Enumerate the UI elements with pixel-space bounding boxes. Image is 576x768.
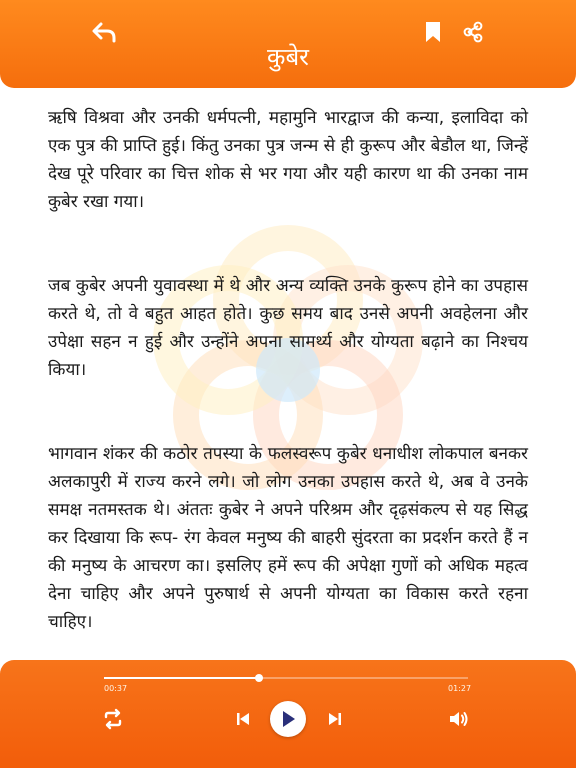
progress-fill bbox=[104, 677, 259, 679]
progress-slider[interactable] bbox=[104, 677, 468, 679]
story-paragraph-3: भागवान शंकर की कठोर तपस्या के फलस्वरूप कुबेर धनाधीश लोकपाल बनकर अलकापुरी में राज्य करने लगे। जो लोग उनका उपहास करते थे, अब वे उनके समक्ष नतमस्तक थे। अंततः कुबेर ने अपने परिश्रम और दृढ़संकल्प से यह सिद्ध कर दिखाया कि रूप- रंग केवल मनुष्य की बाहरी सुंदरता का प्रदर्शन करते हैं न की मनुष्य के आचरण का। इसलिए हमें रूप की अपेक्षा गुणों को अधिक महत्व देना चाहिए और अपने पुरुषार्थ से अपनी योग्यता का विकास करते रहना चाहिए। bbox=[48, 444, 528, 632]
play-button[interactable] bbox=[270, 701, 306, 737]
total-time: 01:27 bbox=[448, 684, 472, 693]
progress-thumb[interactable] bbox=[255, 674, 263, 682]
volume-icon bbox=[448, 709, 470, 729]
skip-previous-icon bbox=[235, 711, 251, 727]
play-icon bbox=[280, 710, 296, 728]
story-paragraph-2: जब कुबेर अपनी युवावस्था में थे और अन्य व्यक्ति उनके कुरूप होने का उपहास करते थे, तो वे बहुत आहत होते। कुछ समय बाद उनसे अपनी अवहेलना और उपेक्षा सहन न हुई और उन्होंने अपना सामर्थ्य और योग्यता बढ़ाने का निश्चय किया। bbox=[48, 276, 528, 380]
skip-next-icon bbox=[327, 711, 343, 727]
app-header bbox=[0, 0, 576, 88]
page-title: कुबेर bbox=[267, 43, 309, 71]
volume-button[interactable] bbox=[447, 707, 471, 731]
elapsed-time: 00:37 bbox=[104, 684, 128, 693]
next-button[interactable] bbox=[324, 708, 346, 730]
previous-button[interactable] bbox=[232, 708, 254, 730]
repeat-button[interactable] bbox=[100, 706, 126, 732]
story-content bbox=[48, 104, 528, 636]
audio-player bbox=[0, 660, 576, 768]
story-paragraph-1: ऋषि विश्रवा और उनकी धर्मपत्नी, महामुनि भारद्वाज की कन्या, इलाविदा को एक पुत्र की प्राप्ति हुई। किंतु उनका पुत्र जन्म से ही कुरूप और बेडौल था, जिन्हें देख पूरे परिवार का चित्त शोक से भर गया और यही कारण था की उनका नाम कुबेर रखा गया। bbox=[48, 108, 528, 212]
repeat-icon bbox=[102, 708, 124, 730]
